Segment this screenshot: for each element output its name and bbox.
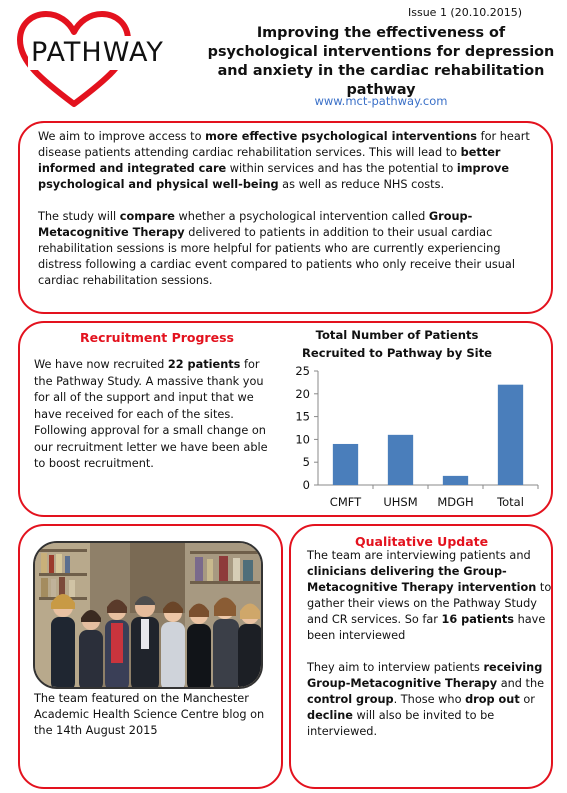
text-segment: for heart disease patients attending cardiac rehabilitation services. This will lead to	[38, 130, 530, 159]
bold-text-segment: 22 patients	[167, 358, 241, 371]
bar-uhsm	[388, 435, 413, 485]
bold-text-segment: more effective psychological interventions	[205, 130, 477, 143]
text-segment: The team are interviewing patients and	[307, 549, 531, 562]
bold-text-segment: receiving Group-Metacognitive Therapy	[307, 661, 543, 690]
bold-text-segment: decline	[307, 709, 353, 722]
y-tick-label: 5	[302, 455, 310, 470]
bold-text-segment: drop out	[465, 693, 520, 706]
recruitment-panel	[18, 321, 553, 517]
text-segment: within services and has the potential to	[226, 162, 457, 175]
bold-text-segment: clinicians delivering the Group-Metacognitive Therapy intervention	[307, 565, 537, 594]
photo-caption: The team featured on the Manchester Academic Health Science Centre blog on the 14th August 2015	[34, 692, 265, 737]
y-tick-label: 0	[302, 478, 310, 492]
qualitative-heading: Qualitative Update	[355, 534, 489, 549]
intro-paragraph-1	[38, 129, 535, 193]
text-segment: have been interviewed	[307, 613, 546, 642]
x-tick-label: UHSM	[383, 495, 418, 509]
bar-mdgh	[443, 476, 468, 485]
bar-cmft	[333, 444, 358, 485]
bold-text-segment: compare	[119, 210, 175, 223]
text-segment: The study will	[38, 210, 120, 223]
text-segment: for the Pathway Study. A massive thank you for all of the support and input that we have received for each of the sites. Following approval for a small change on our recruitment letter we have been able to boost recruitment.	[34, 358, 268, 470]
text-segment: will also be invited to be interviewed.	[307, 709, 495, 738]
text-segment: as well as reduce NHS costs.	[278, 178, 445, 191]
intro-paragraph-2	[38, 209, 535, 289]
intro-panel	[18, 121, 553, 314]
logo-text: PATHWAY	[28, 36, 208, 70]
recruitment-bar-chart	[266, 363, 546, 513]
bold-text-segment: control group	[307, 693, 394, 706]
y-tick-label: 20	[295, 386, 310, 401]
qualitative-text	[307, 548, 553, 756]
text-segment: whether a psychological intervention called	[174, 210, 429, 223]
text-segment: We have now recruited	[34, 358, 168, 371]
text-segment: . Those who	[393, 693, 466, 706]
recruitment-text	[34, 357, 276, 473]
text-segment: We aim to improve access to	[38, 130, 206, 143]
recruitment-heading: Recruitment Progress	[80, 330, 234, 345]
qualitative-paragraph-1	[307, 548, 553, 644]
bold-text-segment: improve psychological and physical well-being	[38, 162, 509, 191]
issue-label: Issue 1 (20.10.2015)	[408, 6, 523, 19]
text-segment: and the	[497, 677, 545, 690]
text-segment: They aim to interview patients	[307, 661, 484, 674]
bold-text-segment: 16 patients	[441, 613, 514, 626]
bar-total	[498, 385, 523, 485]
x-tick-label: CMFT	[329, 495, 362, 509]
x-tick-label: MDGH	[437, 495, 474, 509]
team-photo	[33, 541, 263, 689]
text-segment: delivered to patients in addition to their usual cardiac rehabilitation sessions is more helpful for patients who are currently experiencing distress following a cardiac event compared to patients who only receive their usual cardiac rehabilitation sessions.	[38, 226, 515, 287]
pathway-logo	[12, 10, 202, 108]
bold-text-segment: better informed and integrated care	[38, 146, 501, 175]
page-title: Improving the effectiveness of psychological interventions for depression and anxiety in the cardiac rehabilitation pathway	[207, 25, 555, 98]
x-tick-label: Total	[497, 495, 524, 509]
chart-title: Total Number of Patients Recruited to Pathway by Site	[301, 328, 493, 360]
qualitative-paragraph-2	[307, 660, 553, 740]
qualitative-panel	[289, 524, 553, 789]
team-photo-panel	[18, 524, 283, 789]
y-tick-label: 15	[295, 409, 310, 424]
website-link[interactable]: www.mct-pathway.com	[314, 94, 448, 108]
y-tick-label: 25	[295, 364, 310, 378]
y-tick-label: 10	[295, 432, 310, 447]
text-segment: to gather their views on the Pathway Study and CR services. So far	[307, 581, 552, 626]
text-segment: or	[519, 693, 535, 706]
bold-text-segment: Group-Metacognitive Therapy	[38, 210, 473, 239]
